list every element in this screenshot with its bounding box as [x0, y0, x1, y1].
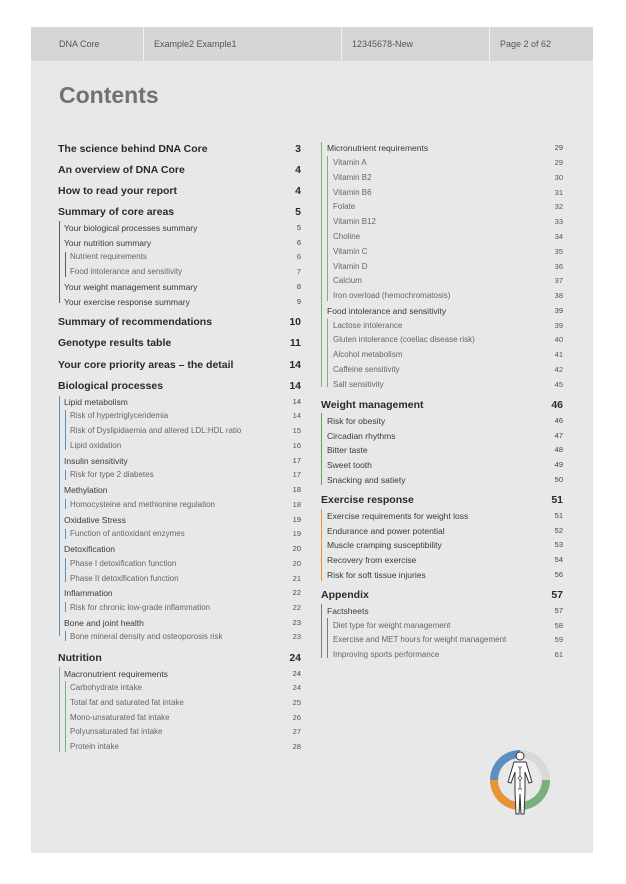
toc-entry[interactable]: Lipid oxidation 16: [70, 441, 301, 450]
toc-entry[interactable]: Biological processes 14: [58, 380, 301, 392]
toc-entry[interactable]: Summary of core areas 5: [58, 206, 301, 218]
toc-entry[interactable]: Gluten intolerance (coeliac disease risk) 40: [333, 335, 563, 344]
toc-entry[interactable]: Factsheets 57: [327, 606, 563, 616]
toc-entry[interactable]: Vitamin A 29: [333, 158, 563, 167]
toc-entry[interactable]: Homocysteine and methionine regulation 18: [70, 500, 301, 509]
toc-entry[interactable]: Your exercise response summary 9: [64, 297, 301, 307]
toc-entry[interactable]: Vitamin B12 33: [333, 217, 563, 226]
toc-entry[interactable]: Lipid metabolism 14: [64, 397, 301, 407]
toc-entry[interactable]: Nutrient requirements 6: [70, 252, 301, 261]
toc-entry[interactable]: Risk of Dyslipidaemia and altered LDL:HDL ratio 15: [70, 426, 301, 435]
section-bar-nutrition-cont: [321, 142, 322, 387]
subsection-bar-micronutrient: [327, 156, 328, 301]
toc-entry[interactable]: Choline 34: [333, 232, 563, 241]
toc-entry[interactable]: Diet type for weight management 58: [333, 621, 563, 630]
toc-entry[interactable]: Your weight management summary 8: [64, 282, 301, 292]
toc-entry[interactable]: Appendix 57: [321, 589, 563, 601]
toc-entry[interactable]: Risk for obesity 46: [327, 416, 563, 426]
toc-entry[interactable]: Circadian rhythms 47: [327, 431, 563, 441]
toc-entry[interactable]: Caffeine sensitivity 42: [333, 365, 563, 374]
header-report-id: 12345678-New: [352, 39, 414, 49]
toc-entry[interactable]: Micronutrient requirements 29: [327, 143, 563, 153]
toc-entry[interactable]: How to read your report 4: [58, 185, 301, 197]
toc-entry[interactable]: Function of antioxidant enzymes 19: [70, 529, 301, 538]
toc-entry[interactable]: Vitamin B6 31: [333, 188, 563, 197]
toc-entry[interactable]: Phase II detoxification function 21: [70, 574, 301, 583]
toc-entry[interactable]: Summary of recommendations 10: [58, 316, 301, 328]
toc-entry[interactable]: Risk of hypertriglyceridemia 14: [70, 411, 301, 420]
toc-entry[interactable]: Vitamin D 36: [333, 262, 563, 271]
toc-entry[interactable]: Polyunsaturated fat intake 27: [70, 727, 301, 736]
toc-entry[interactable]: Calcium 37: [333, 276, 563, 285]
toc-entry[interactable]: An overview of DNA Core 4: [58, 164, 301, 176]
toc-entry[interactable]: Methylation 18: [64, 485, 301, 495]
toc-entry[interactable]: Oxidative Stress 19: [64, 515, 301, 525]
toc-entry[interactable]: Macronutrient requirements 24: [64, 669, 301, 679]
toc-entry[interactable]: Food intolerance and sensitivity 7: [70, 267, 301, 276]
toc-entry[interactable]: Recovery from exercise 54: [327, 555, 563, 565]
header-patient: Example2 Example1: [154, 39, 237, 49]
toc-entry[interactable]: Risk for type 2 diabetes 17: [70, 470, 301, 479]
report-page: [31, 27, 593, 853]
subsection-bar-food: [327, 319, 328, 387]
toc-entry[interactable]: Inflammation 22: [64, 588, 301, 598]
toc-entry[interactable]: Risk for soft tissue injuries 56: [327, 570, 563, 580]
toc-entry[interactable]: Phase I detoxification function 20: [70, 559, 301, 568]
toc-entry[interactable]: The science behind DNA Core 3: [58, 143, 301, 155]
toc-entry[interactable]: Alcohol metabolism 41: [333, 350, 563, 359]
toc-entry[interactable]: Weight management 46: [321, 399, 563, 411]
toc-entry[interactable]: Your biological processes summary 5: [64, 223, 301, 233]
subsection-bar-factsheets: [327, 618, 328, 658]
toc-entry[interactable]: Snacking and satiety 50: [327, 475, 563, 485]
toc-entry[interactable]: Nutrition 24: [58, 652, 301, 664]
toc-entry[interactable]: Vitamin B2 30: [333, 173, 563, 182]
toc-entry[interactable]: Your core priority areas – the detail 14: [58, 359, 301, 371]
toc-entry[interactable]: Muscle cramping susceptibility 53: [327, 540, 563, 550]
section-bar-weight: [321, 413, 322, 485]
toc-entry[interactable]: Insulin sensitivity 17: [64, 456, 301, 466]
toc-entry[interactable]: Total fat and saturated fat intake 25: [70, 698, 301, 707]
toc-entry[interactable]: Food intolerance and sensitivity 39: [327, 306, 563, 316]
toc-entry[interactable]: Protein intake 28: [70, 742, 301, 751]
toc-entry[interactable]: Bitter taste 48: [327, 445, 563, 455]
section-bar-appendix: [321, 604, 322, 658]
toc-entry[interactable]: Vitamin C 35: [333, 247, 563, 256]
toc-entry[interactable]: Genotype results table 11: [58, 337, 301, 349]
toc-entry[interactable]: Detoxification 20: [64, 544, 301, 554]
toc-right-column: [31, 27, 593, 853]
toc-entry[interactable]: Mono-unsaturated fat intake 26: [70, 713, 301, 722]
toc-entry[interactable]: Exercise requirements for weight loss 51: [327, 511, 563, 521]
header-product: DNA Core: [59, 39, 100, 49]
toc-entry[interactable]: Exercise and MET hours for weight management 59: [333, 635, 563, 644]
page-title: Contents: [59, 82, 159, 108]
toc-entry[interactable]: Iron overload (hemochromatosis) 38: [333, 291, 563, 300]
toc-entry[interactable]: Bone and joint health 23: [64, 618, 301, 628]
section-bar-exercise: [321, 509, 322, 581]
toc-entry[interactable]: Lactose intolerance 39: [333, 321, 563, 330]
header-page-number: Page 2 of 62: [500, 39, 552, 49]
toc-entry[interactable]: Exercise response 51: [321, 494, 563, 506]
toc-entry[interactable]: Improving sports performance 61: [333, 650, 563, 659]
toc-entry[interactable]: Carbohydrate intake 24: [70, 683, 301, 692]
toc-entry[interactable]: Risk for chronic low-grade inflammation 22: [70, 603, 301, 612]
toc-entry[interactable]: Sweet tooth 49: [327, 460, 563, 470]
toc-entry[interactable]: Folate 32: [333, 202, 563, 211]
dna-human-figure-icon: [488, 748, 552, 818]
toc-entry[interactable]: Salt sensitivity 45: [333, 380, 563, 389]
toc-entry[interactable]: Endurance and power potential 52: [327, 526, 563, 536]
toc-entry[interactable]: Your nutrition summary 6: [64, 238, 301, 248]
toc-entry[interactable]: Bone mineral density and osteoporosis risk 23: [70, 632, 301, 641]
